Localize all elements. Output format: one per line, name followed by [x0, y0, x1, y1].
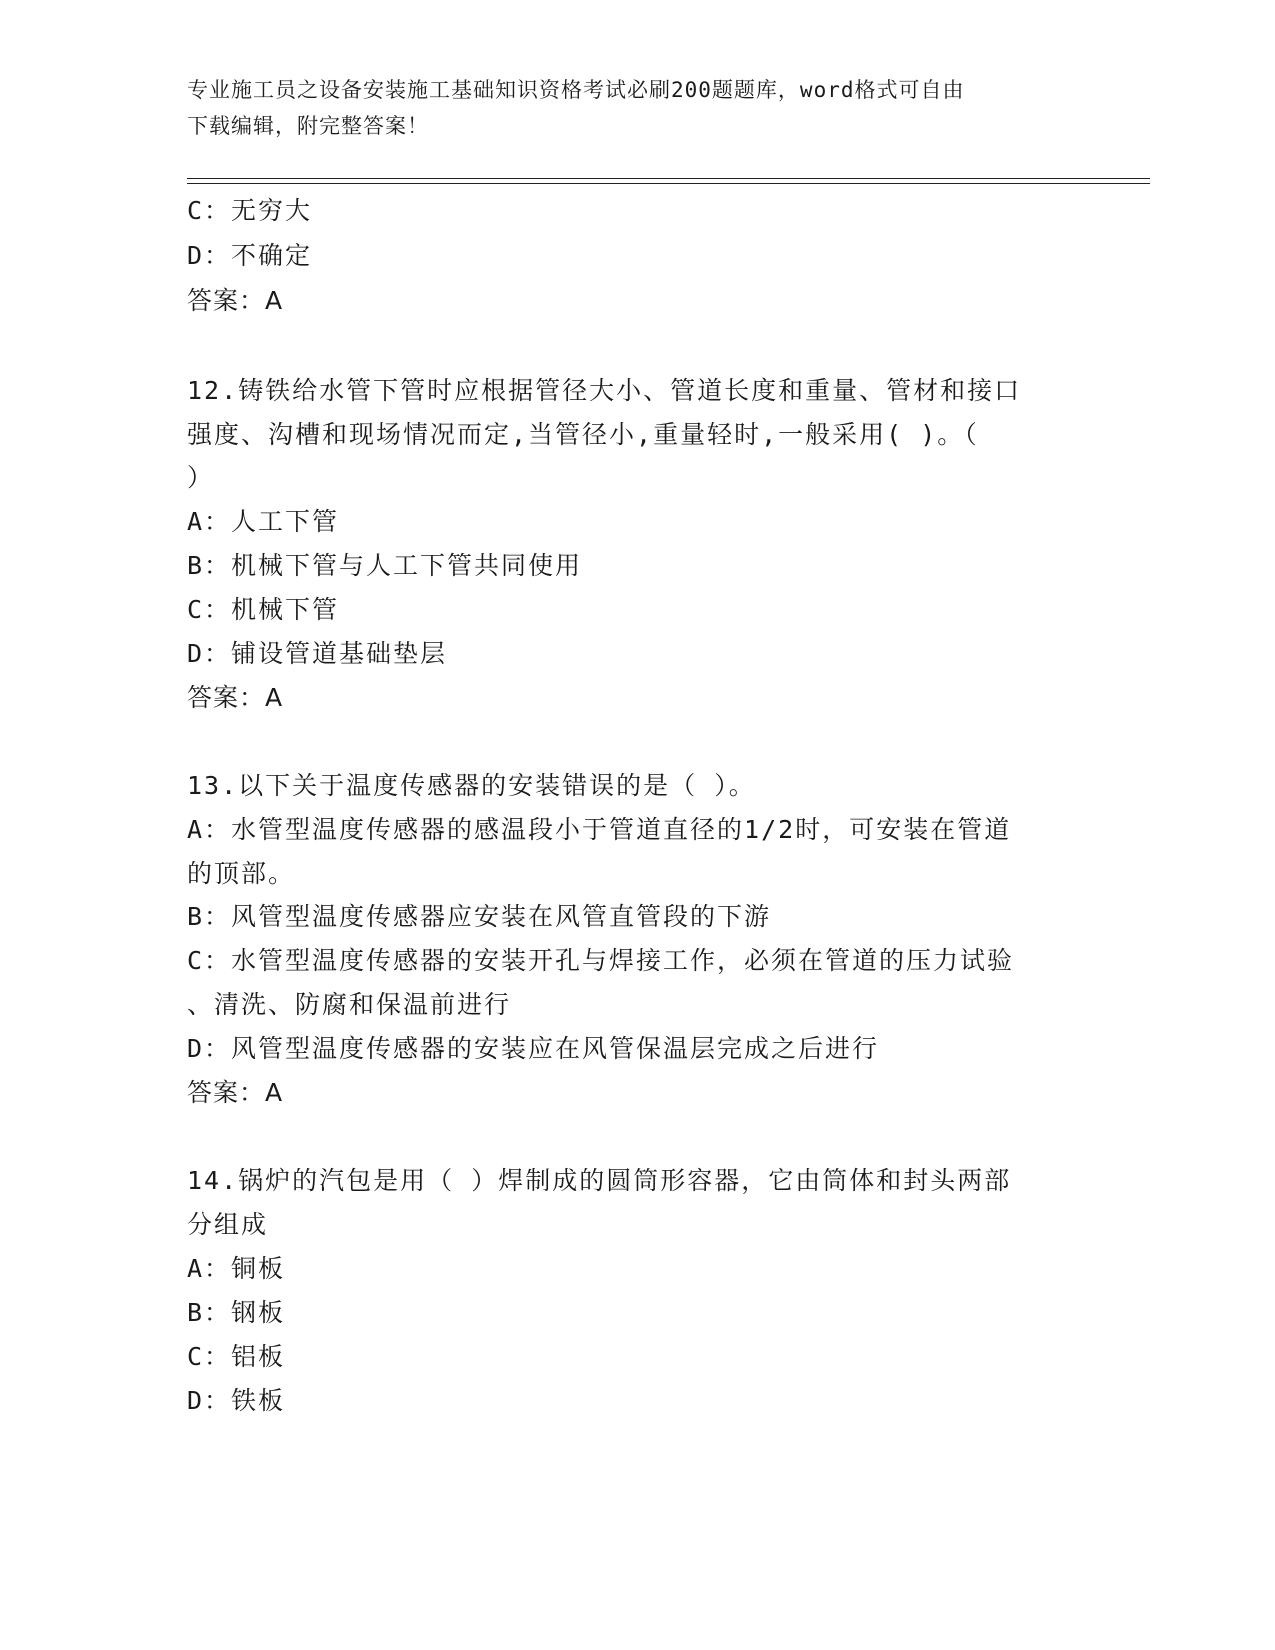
- q12-option-c: C：机械下管: [187, 595, 340, 624]
- q13-option-d: D：风管型温度传感器的安装应在风管保温层完成之后进行: [187, 1034, 880, 1063]
- q12-option-a: A：人工下管: [187, 507, 340, 536]
- document-header: [187, 72, 1087, 144]
- prev-option-d: D：不确定: [187, 241, 313, 270]
- q14-stem-line-2: 分组成: [187, 1210, 269, 1239]
- header-rule-top: [187, 178, 1150, 179]
- q12-answer: 答案：A: [187, 683, 284, 712]
- q14-option-b: B：钢板: [187, 1298, 286, 1327]
- header-line-2: 下载编辑，附完整答案！: [187, 114, 429, 138]
- q14-option-a: A：铜板: [187, 1254, 286, 1283]
- prev-option-c: C：无穷大: [187, 196, 313, 225]
- q14-option-d: D：铁板: [187, 1386, 286, 1415]
- q12-stem-line-3: ）: [187, 463, 215, 492]
- q13-option-a-line-1: A：水管型温度传感器的感温段小于管道直径的1/2时，可安装在管道: [187, 815, 1012, 844]
- q12-option-b: B：机械下管与人工下管共同使用: [187, 551, 583, 580]
- q12-option-d: D：铺设管道基础垫层: [187, 639, 448, 668]
- q13-option-c-line-1: C：水管型温度传感器的安装开孔与焊接工作，必须在管道的压力试验: [187, 946, 1015, 975]
- q13-option-c-line-2: 、清洗、防腐和保温前进行: [187, 990, 512, 1019]
- q13-stem-line-1: 13.以下关于温度传感器的安装错误的是（ ）。: [187, 771, 756, 800]
- q13-option-b: B：风管型温度传感器应安装在风管直管段的下游: [187, 902, 772, 931]
- q12-stem-line-2: 强度、沟槽和现场情况而定,当管径小,重量轻时,一般采用( )。（: [187, 420, 979, 449]
- q12-stem-line-1: 12.铸铁给水管下管时应根据管径大小、管道长度和重量、管材和接口: [187, 376, 1022, 405]
- q14-option-c: C：铝板: [187, 1342, 286, 1371]
- q13-answer: 答案：A: [187, 1078, 284, 1107]
- q13-option-a-line-2: 的顶部。: [187, 859, 296, 888]
- q14-stem-line-1: 14.锅炉的汽包是用（ ）焊制成的圆筒形容器，它由筒体和封头两部: [187, 1166, 1012, 1195]
- header-rule-bottom: [187, 183, 1150, 184]
- prev-answer: 答案：A: [187, 286, 284, 315]
- header-line-1: 专业施工员之设备安装施工基础知识资格考试必刷200题题库，word格式可自由: [187, 78, 965, 102]
